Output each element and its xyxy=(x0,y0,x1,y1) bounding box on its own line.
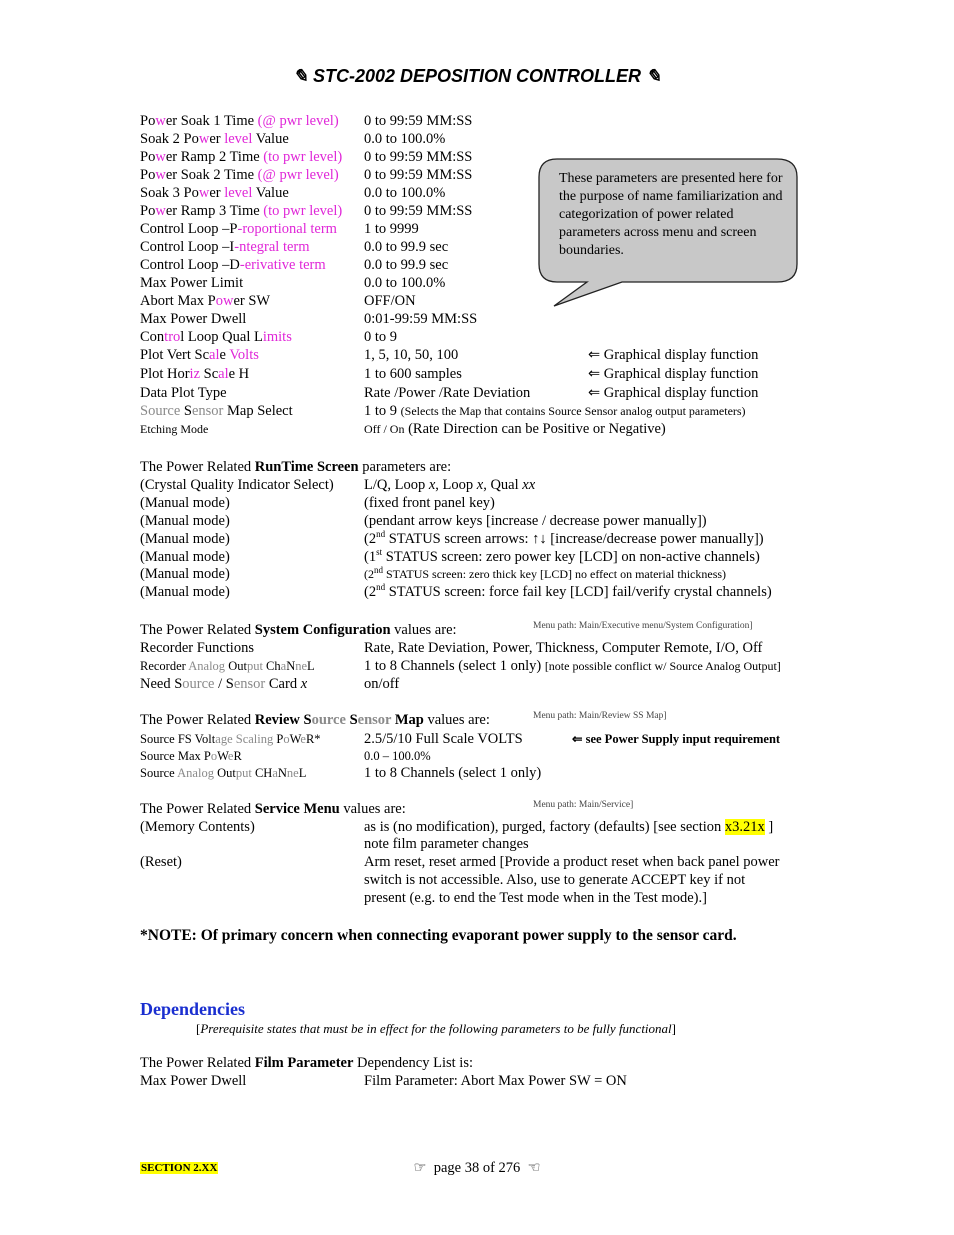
sysconfig-row xyxy=(140,639,763,657)
param-label-part: Control Loop –I xyxy=(140,239,235,255)
page-number xyxy=(0,1160,954,1177)
pointing-right-icon: ☞ xyxy=(413,1160,427,1176)
param-label-part: er Ramp 2 Time xyxy=(165,149,264,165)
t: The Power Related xyxy=(140,1055,255,1071)
label: Etching Mode xyxy=(140,422,209,436)
param-label-part: (@ pwr level) xyxy=(257,113,339,129)
sysconfig-row xyxy=(140,675,400,693)
label: (Manual mode) xyxy=(140,549,230,565)
v: x3.21x xyxy=(724,819,765,835)
param-value: 0 to 99:59 MM:SS xyxy=(364,113,473,129)
param-label-part: al xyxy=(218,366,229,382)
param-label-part: -erivative term xyxy=(239,257,326,273)
t: a xyxy=(272,766,278,780)
t: Ch xyxy=(262,659,281,673)
param-value: 1 to 9999 xyxy=(364,221,419,237)
t: ne xyxy=(295,659,308,673)
label: (Manual mode) xyxy=(140,531,230,547)
etching-mode-row xyxy=(140,420,666,438)
param-value: 1 to 600 samples xyxy=(364,366,462,382)
param-label-part: Plot Hor xyxy=(140,366,190,382)
param-note: ⇐ Graphical display function xyxy=(588,366,759,382)
t: L xyxy=(298,766,307,780)
t: The Power Related xyxy=(140,801,255,817)
param-label-part: Value xyxy=(252,131,289,147)
runtime-row xyxy=(140,494,495,512)
param-value: 0 to 9 xyxy=(364,329,398,345)
film-param-row xyxy=(140,112,473,130)
film-param-row xyxy=(140,346,759,364)
param-label-part: level xyxy=(224,185,253,201)
param-label-part: er xyxy=(209,185,225,201)
sysconfig-intro xyxy=(140,621,753,639)
t: Analog xyxy=(188,659,226,673)
param-value: 0 to 99:59 MM:SS xyxy=(364,203,473,219)
review-row xyxy=(140,747,431,765)
page-header xyxy=(0,66,954,87)
film-param-row xyxy=(140,220,419,238)
v: L/Q, Loop xyxy=(364,477,429,493)
t: Analog xyxy=(177,766,214,780)
param-label-part: e xyxy=(219,347,230,363)
t: P xyxy=(273,732,284,746)
value: Arm reset, reset armed [Provide a product reset when back panel power xyxy=(364,854,780,870)
t: W xyxy=(289,732,301,746)
value: 2.5/5/10 Full Scale VOLTS xyxy=(364,731,523,747)
value: switch is not accessible. Also, use to generate ACCEPT key if not xyxy=(364,872,746,888)
dependency-intro xyxy=(140,1054,473,1072)
param-label-part: Volts xyxy=(229,347,259,363)
menu-path: Menu path: Main/Review SS Map] xyxy=(533,711,667,721)
param-label-part: er Soak 1 Time xyxy=(165,113,258,129)
t: N xyxy=(277,766,287,780)
param-label-part: l Loop Qual L xyxy=(180,329,263,345)
t: Out xyxy=(225,659,247,673)
v: STATUS screen: zero power key [LCD] on non-active channels) xyxy=(382,549,760,565)
value-note: [note possible conflict w/ Source Analog Output] xyxy=(544,659,781,673)
t: age Scaling xyxy=(215,732,274,746)
param-label-part: Soak 3 Po xyxy=(140,185,199,201)
param-value: 0.0 to 100.0% xyxy=(364,275,446,291)
param-label-part: w xyxy=(155,113,166,129)
source-sensor-row xyxy=(140,402,746,420)
film-param-row xyxy=(140,238,449,256)
t: Prerequisite states that must be in effect for the following parameters to be fully functional xyxy=(200,1021,672,1036)
param-label-part: er Ramp 3 Time xyxy=(165,203,264,219)
t: Dependency List is: xyxy=(353,1055,474,1071)
value: Rate, Rate Deviation, Power, Thickness, Computer Remote, I/O, Off xyxy=(364,640,763,656)
param-label-part: -ntegral term xyxy=(234,239,310,255)
label-part: Source xyxy=(140,403,181,419)
param-value: 0.0 to 99.9 sec xyxy=(364,257,449,273)
param-label-part: (to pwr level) xyxy=(263,203,343,219)
v: (1 xyxy=(364,549,377,565)
t: System Configuration xyxy=(254,622,391,638)
t: ource xyxy=(311,712,346,728)
label-part: S xyxy=(180,403,192,419)
service-intro xyxy=(140,800,634,818)
value: 1 to 8 Channels (select 1 only) xyxy=(364,765,542,781)
t: Source Max P xyxy=(140,749,211,763)
film-param-row xyxy=(140,202,473,220)
t: L xyxy=(307,659,315,673)
value: present (e.g. to end the Test mode when in the Test mode).] xyxy=(364,890,707,906)
label: (Manual mode) xyxy=(140,566,230,582)
v: STATUS screen: force fail key [LCD] fail/verify crystal channels) xyxy=(385,584,772,600)
t: Source xyxy=(140,766,178,780)
value: 0.0 – 100.0% xyxy=(364,749,431,763)
label-part: ensor xyxy=(191,403,224,419)
runtime-row xyxy=(140,476,536,494)
param-label-part: Control Loop –D xyxy=(140,257,240,273)
t: put xyxy=(246,659,263,673)
section-label: SECTION 2.XX xyxy=(141,1162,218,1174)
param-note: ⇐ Graphical display function xyxy=(588,385,759,401)
label: Recorder Functions xyxy=(140,640,254,656)
runtime-intro xyxy=(140,458,451,476)
value: Film Parameter: Abort Max Power SW = ON xyxy=(364,1073,627,1089)
param-label-part: er xyxy=(209,131,225,147)
service-row xyxy=(140,818,774,836)
film-param-row xyxy=(140,166,473,184)
primary-note: *NOTE: Of primary concern when connecting evaporant power supply to the sensor card. xyxy=(140,927,737,944)
t: N xyxy=(286,659,296,673)
param-label-part: Value xyxy=(252,185,289,201)
prereq-note: [Prerequisite states that must be in effect for the following parameters to be fully functional] xyxy=(196,1021,677,1036)
t: Card xyxy=(265,676,301,692)
value: note film parameter changes xyxy=(364,836,529,852)
runtime-row xyxy=(140,512,707,530)
t: e xyxy=(300,732,306,746)
v: st xyxy=(376,547,383,558)
param-label-part: w xyxy=(155,149,166,165)
param-label-part: Max Power Dwell xyxy=(140,311,247,327)
t: S xyxy=(345,712,358,728)
param-value: 0 to 99:59 MM:SS xyxy=(364,149,473,165)
param-value: 0.0 to 100.0% xyxy=(364,185,446,201)
value: 1 to 8 Channels (select 1 only) xyxy=(364,658,545,674)
menu-path: Menu path: Main/Executive menu/System Configuration] xyxy=(533,621,753,631)
film-param-row xyxy=(140,274,446,292)
t: ne xyxy=(286,766,299,780)
value-note: ⇐ see Power Supply input requirement xyxy=(572,732,781,746)
param-label-part: Po xyxy=(140,113,156,129)
v: x xyxy=(476,477,484,493)
t: ensor xyxy=(357,712,392,728)
header-title: STC-2002 DEPOSITION CONTROLLER xyxy=(312,66,642,86)
value: (pendant arrow keys [increase / decrease power manually]) xyxy=(364,513,707,529)
t: RunTime Screen xyxy=(254,459,359,475)
t: The Power Related xyxy=(140,712,255,728)
pointing-left-icon: ☜ xyxy=(527,1160,541,1176)
t: put xyxy=(235,766,252,780)
param-value: 0:01-99:59 MM:SS xyxy=(364,311,478,327)
label: (Crystal Quality Indicator Select) xyxy=(140,477,334,493)
v: nd xyxy=(374,565,383,575)
review-row xyxy=(140,730,781,748)
film-param-row xyxy=(140,310,478,328)
t: R xyxy=(233,749,242,763)
t: values are: xyxy=(390,622,457,638)
label: Max Power Dwell xyxy=(140,1073,247,1089)
param-value: Rate /Power /Rate Deviation xyxy=(364,385,531,401)
t: W xyxy=(217,749,228,763)
t: CH xyxy=(251,766,273,780)
v: ] xyxy=(764,819,774,835)
param-label-part: Sc xyxy=(200,366,219,382)
param-label-part: Po xyxy=(140,167,156,183)
param-label-part: Soak 2 Po xyxy=(140,131,199,147)
t: Need S xyxy=(140,676,183,692)
film-param-row xyxy=(140,130,446,148)
v: (2 xyxy=(364,531,377,547)
film-param-row xyxy=(140,148,473,166)
param-value: 0.0 to 100.0% xyxy=(364,131,446,147)
param-label-part: Po xyxy=(140,149,156,165)
t: o xyxy=(210,749,218,763)
param-label-part: Max Power Limit xyxy=(140,275,244,291)
param-label-part: Plot Vert Sc xyxy=(140,347,210,363)
service-row xyxy=(140,853,780,871)
label: (Reset) xyxy=(140,854,182,870)
param-label-part: level xyxy=(224,131,253,147)
param-label-part: Po xyxy=(140,203,156,219)
param-label-part: -roportional term xyxy=(237,221,337,237)
t: Source FS Volt xyxy=(140,732,216,746)
v: , Loop xyxy=(435,477,477,493)
review-intro xyxy=(140,711,667,729)
param-label-part: w xyxy=(198,185,210,201)
param-label-part: e H xyxy=(228,366,250,382)
t: / S xyxy=(214,676,234,692)
label: (Manual mode) xyxy=(140,495,230,511)
t: e xyxy=(227,749,234,763)
t: The Power Related xyxy=(140,622,255,638)
param-label-part: ow xyxy=(215,293,234,309)
label-part: Map Select xyxy=(223,403,293,419)
v: x xyxy=(428,477,436,493)
v: STATUS screen arrows: ↑↓ [increase/decrease power manually]) xyxy=(385,531,764,547)
param-label-part: (to pwr level) xyxy=(263,149,343,165)
param-label-part: w xyxy=(155,167,166,183)
param-label-part: al xyxy=(209,347,220,363)
v: nd xyxy=(376,582,386,593)
t: ensor xyxy=(233,676,266,692)
param-label-part: imits xyxy=(262,329,292,345)
label: (Manual mode) xyxy=(140,584,230,600)
film-param-row xyxy=(140,256,449,274)
t: Out xyxy=(213,766,236,780)
t: values are: xyxy=(339,801,406,817)
param-label-part: er SW xyxy=(233,293,271,309)
param-value: 0 to 99:59 MM:SS xyxy=(364,167,473,183)
v: (2 xyxy=(364,567,374,581)
film-param-row xyxy=(140,365,759,383)
value: on/off xyxy=(364,676,400,692)
t: parameters are: xyxy=(358,459,452,475)
t: a xyxy=(280,659,287,673)
v: , Qual xyxy=(483,477,523,493)
param-label-part: Abort Max P xyxy=(140,293,216,309)
pencil-icon-right: ✎ xyxy=(646,66,662,86)
runtime-row xyxy=(140,565,727,583)
pencil-icon: ✎ xyxy=(292,66,308,86)
film-param-row xyxy=(140,328,398,346)
param-value: 0.0 to 99.9 sec xyxy=(364,239,449,255)
review-row xyxy=(140,764,542,782)
param-value: OFF/ON xyxy=(364,293,416,309)
param-label-part: Data Plot Type xyxy=(140,385,227,401)
param-value: 1, 5, 10, 50, 100 xyxy=(364,347,459,363)
film-param-row xyxy=(140,292,416,310)
t: values are: xyxy=(423,712,490,728)
t: Review S xyxy=(254,712,312,728)
t: o xyxy=(283,732,290,746)
menu-path: Menu path: Main/Service] xyxy=(533,800,634,810)
param-label-part: Con xyxy=(140,329,165,345)
sysconfig-row xyxy=(140,657,781,675)
t: Map xyxy=(391,712,424,728)
t: x xyxy=(300,676,308,692)
param-label-part: tro xyxy=(164,329,181,345)
runtime-row xyxy=(140,529,764,548)
value: Off / On xyxy=(364,422,405,436)
film-param-row xyxy=(140,384,759,402)
value: (fixed front panel key) xyxy=(364,495,495,511)
param-label-part: iz xyxy=(189,366,201,382)
t: The Power Related xyxy=(140,459,255,475)
callout-text: These parameters are presented here for the purpose of name familiarization and categorization of power related parameters across menu and screen boundaries. xyxy=(559,171,783,258)
dependency-row xyxy=(140,1072,627,1090)
param-label-part: Control Loop –P xyxy=(140,221,238,237)
film-param-row xyxy=(140,184,446,202)
t: ource xyxy=(182,676,215,692)
section-heading: Dependencies xyxy=(140,999,245,1019)
v: as is (no modification), purged, factory (defaults) [see section xyxy=(364,819,725,835)
param-note: ⇐ Graphical display function xyxy=(588,347,759,363)
t: Film Parameter xyxy=(254,1055,354,1071)
value-note: (Rate Direction can be Positive or Negative) xyxy=(404,421,666,437)
t: Service Menu xyxy=(254,801,340,817)
param-label-part: er Soak 2 Time xyxy=(165,167,258,183)
label: (Memory Contents) xyxy=(140,819,255,835)
label: (Manual mode) xyxy=(140,513,230,529)
param-label-part: (@ pwr level) xyxy=(257,167,339,183)
v: xx xyxy=(522,477,536,493)
v: STATUS screen: zero thick key [LCD] no effect on material thickness) xyxy=(383,567,727,581)
t: R* xyxy=(305,732,321,746)
param-label-part: w xyxy=(198,131,210,147)
v: (2 xyxy=(364,584,377,600)
v: nd xyxy=(376,529,386,540)
value: 1 to 9 xyxy=(364,403,401,419)
runtime-row xyxy=(140,582,772,601)
value-note: (Selects the Map that contains Source Sensor analog output parameters) xyxy=(400,404,746,418)
t: Recorder xyxy=(140,659,189,673)
param-label-part: w xyxy=(155,203,166,219)
page-text: page 38 of 276 xyxy=(433,1160,521,1176)
runtime-row xyxy=(140,547,760,566)
